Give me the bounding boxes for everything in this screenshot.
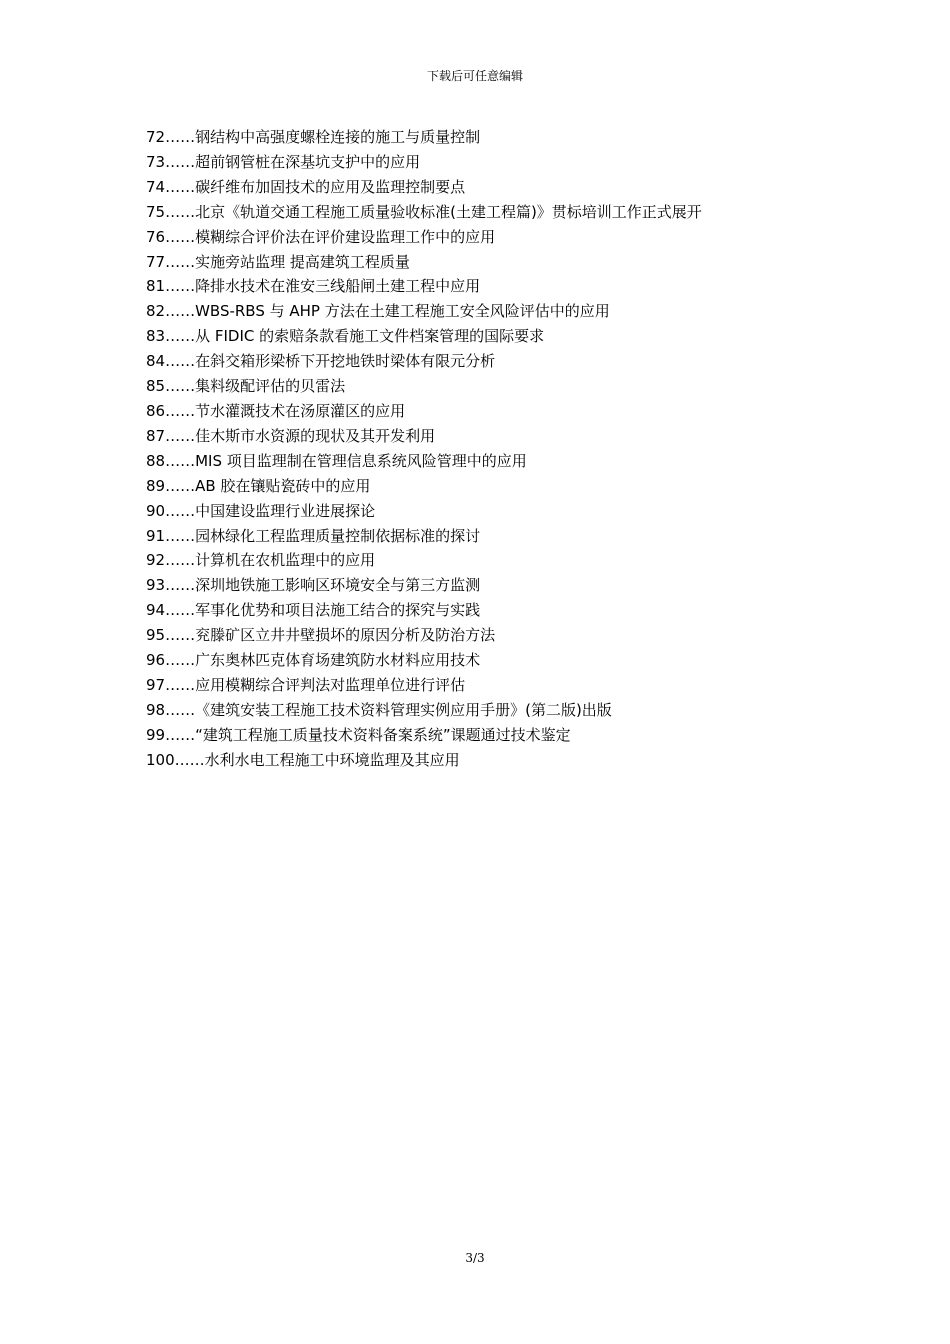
toc-item: 89……AB 胶在镶贴瓷砖中的应用	[146, 476, 371, 495]
toc-list	[146, 125, 906, 773]
toc-item: 73……超前钢管桩在深基坑支护中的应用	[146, 152, 421, 171]
toc-item: 98……《建筑安装工程施工技术资料管理实例应用手册》(第二版)出版	[146, 700, 612, 719]
toc-item: 100……水利水电工程施工中环境监理及其应用	[146, 750, 460, 769]
toc-item: 76……模糊综合评价法在评价建设监理工作中的应用	[146, 227, 496, 246]
toc-item: 91……园林绿化工程监理质量控制依据标准的探讨	[146, 526, 481, 545]
toc-item: 86……节水灌溉技术在汤原灌区的应用	[146, 401, 406, 420]
toc-item: 84……在斜交箱形梁桥下开挖地铁时梁体有限元分析	[146, 352, 496, 371]
page-header: 下载后可任意编辑	[426, 69, 523, 83]
page-number: 3/3	[465, 1251, 485, 1265]
toc-item: 85……集料级配评估的贝雷法	[146, 377, 346, 396]
toc-item: 82……WBS-RBS 与 AHP 方法在土建工程施工安全风险评估中的应用	[146, 302, 610, 321]
toc-item: 95……兖滕矿区立井井壁损坏的原因分析及防治方法	[146, 626, 496, 645]
toc-item: 74……碳纤维布加固技术的应用及监理控制要点	[146, 177, 466, 196]
toc-item: 72……钢结构中高强度螺栓连接的施工与质量控制	[146, 128, 481, 146]
toc-item: 96……广东奥林匹克体育场建筑防水材料应用技术	[146, 651, 481, 670]
toc-item: 93……深圳地铁施工影响区环境安全与第三方监测	[146, 576, 481, 595]
toc-item: 81……降排水技术在淮安三线船闸土建工程中应用	[146, 277, 481, 296]
toc-item: 94……军事化优势和项目法施工结合的探究与实践	[146, 601, 481, 620]
toc-item: 75……北京《轨道交通工程施工质量验收标准(土建工程篇)》贯标培训工作正式展开	[146, 202, 702, 221]
toc-item: 99……“建筑工程施工质量技术资料备案系统”课题通过技术鉴定	[146, 725, 571, 744]
toc-item: 92……计算机在农机监理中的应用	[146, 551, 376, 570]
toc-item: 83……从 FIDIC 的索赔条款看施工文件档案管理的国际要求	[146, 327, 545, 346]
toc-item: 88……MIS 项目监理制在管理信息系统风险管理中的应用	[146, 451, 527, 470]
toc-item: 90……中国建设监理行业进展探论	[146, 501, 376, 520]
toc-item: 87……佳木斯市水资源的现状及其开发利用	[146, 426, 436, 445]
toc-item: 77……实施旁站监理 提高建筑工程质量	[146, 252, 410, 271]
toc-item: 97……应用模糊综合评判法对监理单位进行评估	[146, 675, 466, 694]
